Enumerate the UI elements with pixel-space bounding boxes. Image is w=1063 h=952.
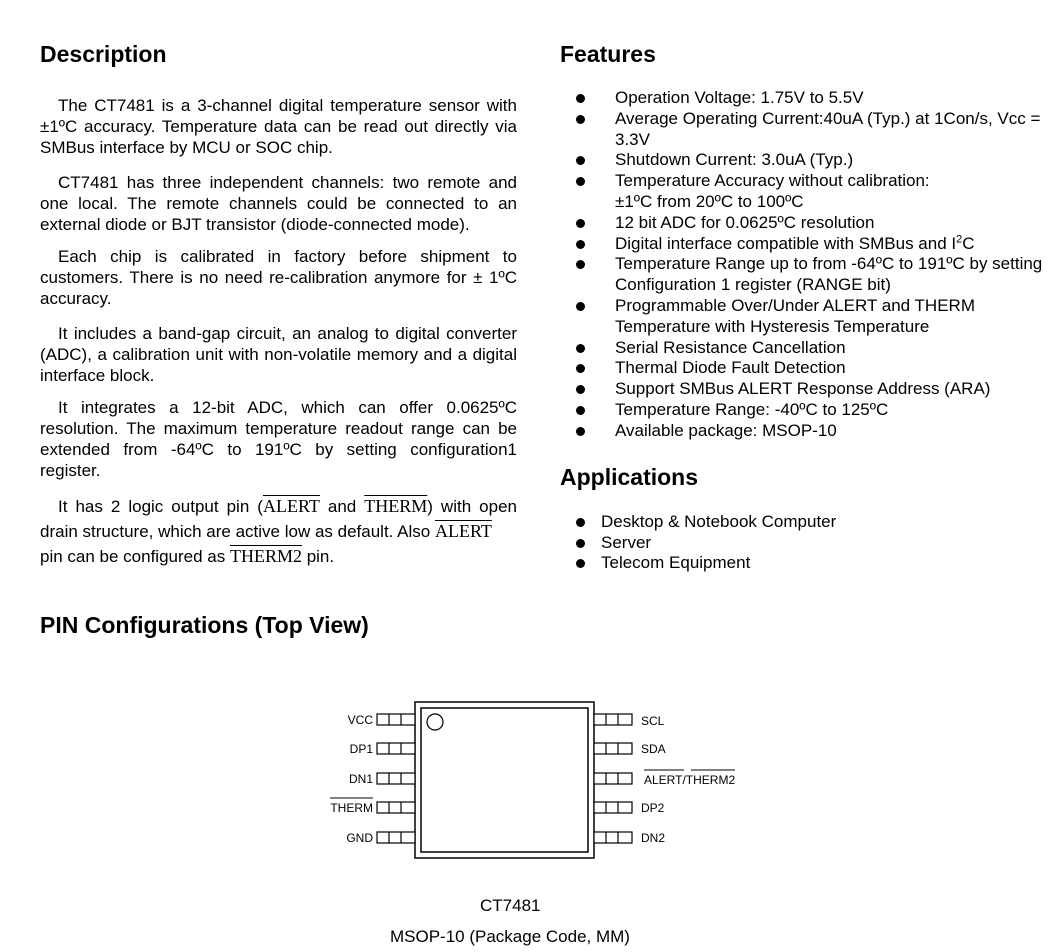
bullet-icon: [576, 94, 585, 103]
pin-diagram: [300, 690, 760, 870]
list-item: 12 bit ADC for 0.0625ºC resolution: [576, 213, 1046, 234]
right-pin-9: [594, 743, 632, 754]
left-pin-5: [377, 832, 415, 843]
left-pin-3: [377, 773, 415, 784]
applications-heading: Applications: [560, 464, 699, 490]
bullet-icon: [576, 364, 585, 373]
pin-label-dp2: DP2: [641, 801, 665, 815]
bullet-icon: [576, 539, 585, 548]
left-pin-4: [377, 802, 415, 813]
list-item: Support SMBus ALERT Response Address (ARA): [576, 379, 1046, 400]
description-paragraph-5: It integrates a 12-bit ADC, which can offer 0.0625ºC resolution. The maximum temperature readout range can be extended from -64ºC to 191ºC by setting configuration1 register.: [40, 398, 517, 480]
list-item: Temperature Accuracy without calibration: ±1ºC from 20ºC to 100ºC: [576, 171, 1046, 213]
bullet-icon: [576, 219, 585, 228]
description-paragraph-6: It has 2 logic output pin (ALERT and THERM) with open drain structure, which are active low as default. Also ALERT pin can be configured as THERM2 pin.: [40, 496, 517, 566]
right-pin-6: [594, 832, 632, 843]
pin-config-heading: PIN Configurations (Top View): [40, 612, 369, 638]
pin-label-therm: THERM: [330, 801, 373, 815]
bullet-icon: [576, 177, 585, 186]
pin-label-gnd: GND: [346, 831, 373, 845]
list-item: Desktop & Notebook Computer: [576, 512, 836, 533]
pin-label-dn2: DN2: [641, 831, 666, 845]
right-pin-7: [594, 802, 632, 813]
pin-label-dp1: DP1: [349, 742, 373, 756]
part-number-caption: CT7481: [480, 896, 541, 915]
pin-label-dn1: DN1: [348, 772, 373, 786]
features-heading: Features: [560, 41, 656, 67]
bullet-icon: [576, 240, 585, 249]
bullet-icon: [576, 302, 585, 311]
pin-label-scl: SCL: [641, 714, 665, 728]
list-item: Operation Voltage: 1.75V to 5.5V: [576, 88, 1046, 109]
list-item: Telecom Equipment: [576, 553, 836, 574]
right-pin-8: [594, 773, 632, 784]
pin1-marker-icon: [427, 714, 443, 730]
list-item: Available package: MSOP-10: [576, 421, 1046, 442]
list-item: Thermal Diode Fault Detection: [576, 358, 1046, 379]
bullet-icon: [576, 406, 585, 415]
bullet-icon: [576, 260, 585, 269]
applications-list: [576, 512, 836, 574]
list-item: Shutdown Current: 3.0uA (Typ.): [576, 150, 1046, 171]
bullet-icon: [576, 385, 585, 394]
bullet-icon: [576, 115, 585, 124]
pin-label-vcc: VCC: [347, 713, 373, 727]
description-paragraph-2: CT7481 has three independent channels: two remote and one local. The remote channels could be connected to an external diode or BJT transistor (diode-connected mode).: [40, 173, 517, 234]
bullet-icon: [576, 427, 585, 436]
description-heading: Description: [40, 41, 167, 67]
bullet-icon: [576, 559, 585, 568]
pin-label-sda: SDA: [641, 742, 666, 756]
list-item: Serial Resistance Cancellation: [576, 338, 1046, 359]
bullet-icon: [576, 156, 585, 165]
bullet-icon: [576, 344, 585, 353]
description-paragraph-1: The CT7481 is a 3-channel digital temperature sensor with ±1ºC accuracy. Temperature data can be read out directly via SMBus interface by MCU or SOC chip.: [40, 96, 517, 157]
list-item: Digital interface compatible with SMBus and $I^2C$: [576, 234, 1046, 255]
bullet-icon: [576, 518, 585, 527]
description-paragraph-4: It includes a band-gap circuit, an analog to digital converter (ADC), a calibration unit with non-volatile memory and a digital interface block.: [40, 324, 517, 385]
features-list: [576, 88, 1046, 442]
list-item: Server: [576, 533, 836, 554]
right-pin-10: [594, 714, 632, 725]
package-caption: MSOP-10 (Package Code, MM): [390, 927, 630, 946]
left-pin-1: [377, 714, 415, 725]
left-pin-2: [377, 743, 415, 754]
list-item: Programmable Over/Under ALERT and THERM Temperature with Hysteresis Temperature: [576, 296, 1046, 338]
list-item: Temperature Range: -40ºC to 125ºC: [576, 400, 1046, 421]
list-item: Average Operating Current:40uA (Typ.) at 1Con/s, Vcc = 3.3V: [576, 109, 1046, 151]
list-item: Temperature Range up to from -64ºC to 191ºC by setting Configuration 1 register (RANGE bit): [576, 254, 1046, 296]
description-paragraph-3: Each chip is calibrated in factory before shipment to customers. There is no need re-calibration anymore for ± 1ºC accuracy.: [40, 247, 517, 308]
pin-label-alert-therm2: ALERT/THERM2: [644, 773, 736, 787]
